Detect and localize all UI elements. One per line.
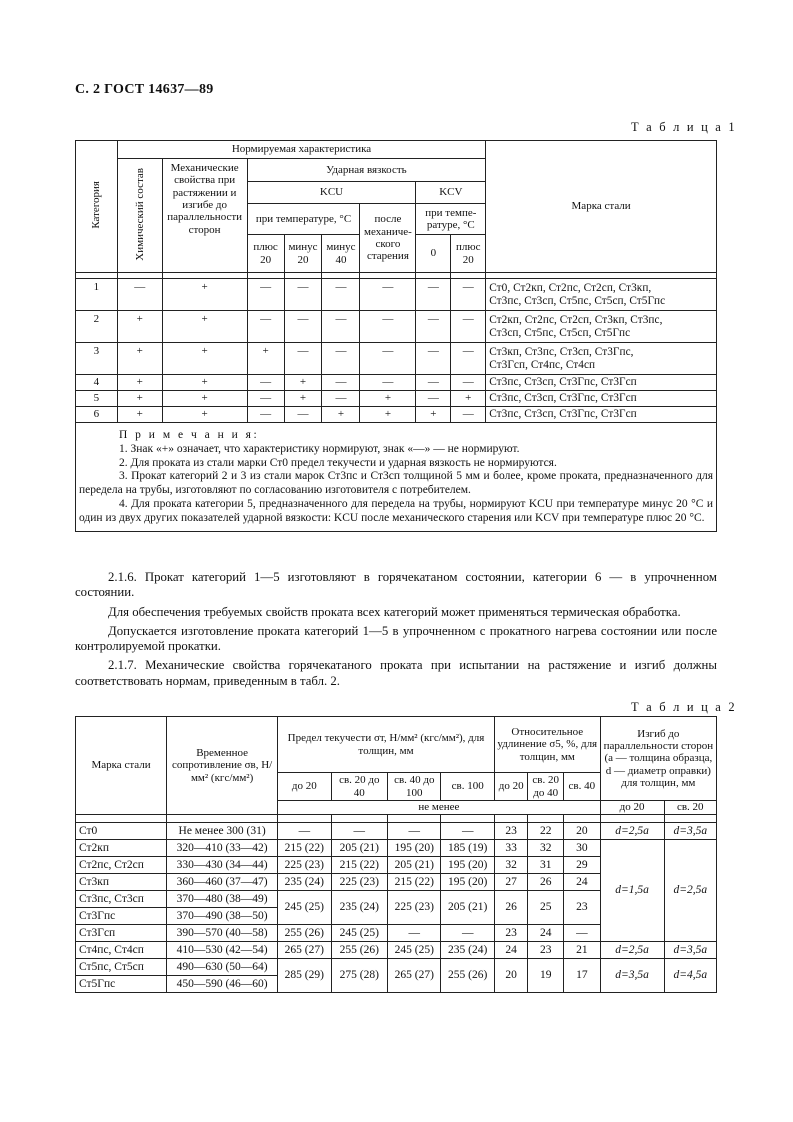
table-cell: + xyxy=(284,391,322,407)
table-cell: d=3,5a xyxy=(600,959,664,993)
table-cell: — xyxy=(247,279,284,311)
table-cell: — xyxy=(117,279,162,311)
table-cell: Ст3пс, Ст3сп, Ст3Гпс, Ст3Гсп xyxy=(486,375,717,391)
table-cell: 24 xyxy=(494,942,528,959)
paragraph-allowed: Допускается изготовление проката категорий 1—5 в упрочненном с прокатного нагрева состоянии или после контролируемой прокатки. xyxy=(75,623,717,654)
table-cell: 24 xyxy=(528,925,564,942)
table-cell: 6 xyxy=(76,407,118,423)
t2-header-yield: Предел текучести σт, Н/мм² (кгс/мм²), для толщин, мм xyxy=(278,717,495,773)
table-cell: — xyxy=(451,343,486,375)
table-cell: Ст4пс, Ст4сп xyxy=(76,942,167,959)
table-cell: до 20 xyxy=(278,773,331,801)
table-cell: — xyxy=(322,391,360,407)
table-row xyxy=(76,391,717,407)
table-cell: — xyxy=(247,407,284,423)
table-cell: 265 (27) xyxy=(388,959,441,993)
table-cell: св. 20 до 40 xyxy=(331,773,388,801)
table-cell: d=2,5a xyxy=(600,942,664,959)
table-cell xyxy=(528,815,564,823)
table-cell: 205 (21) xyxy=(441,891,494,925)
table-cell: 490—630 (50—64) xyxy=(167,959,278,976)
table-cell: 26 xyxy=(528,874,564,891)
table-cell: d=4,5a xyxy=(664,959,716,993)
header-kcu-aging: после механиче-ского старения xyxy=(360,204,416,273)
table-cell: — xyxy=(388,925,441,942)
table-cell: — xyxy=(360,279,416,311)
table-cell: — xyxy=(416,391,451,407)
table-row xyxy=(76,375,717,391)
table-cell: 32 xyxy=(494,857,528,874)
table-cell: 320—410 (33—42) xyxy=(167,840,278,857)
table-cell: 195 (20) xyxy=(441,857,494,874)
header-chem: Химический состав xyxy=(117,159,162,273)
table-cell xyxy=(441,815,494,823)
table-cell: Ст2кп, Ст2пс, Ст2сп, Ст3кп, Ст3пс, Ст3сп, Ст5пс, Ст5сп, Ст5Гпс xyxy=(486,311,717,343)
table-cell: Ст5Гпс xyxy=(76,976,167,993)
table-cell: — xyxy=(564,925,601,942)
header-mech: Механические свойства при растяжении и изгибе до параллельности сторон xyxy=(162,159,247,273)
table-row xyxy=(76,840,717,857)
table-row xyxy=(76,959,717,976)
table-cell: — xyxy=(416,279,451,311)
header-kcv-plus20: плюс 20 xyxy=(451,235,486,273)
table-cell: + xyxy=(322,407,360,423)
t2-header-bend: Изгиб до параллельности сторон (а — толщина образца, d — диаметр оправки) для толщин, мм xyxy=(600,717,716,801)
table-cell: — xyxy=(284,407,322,423)
t2-header-elong: Относительное удлинение σ5, %, для толщин, мм xyxy=(494,717,600,773)
table1 xyxy=(75,140,717,532)
table-cell: Ст3Гсп xyxy=(76,925,167,942)
table-cell: + xyxy=(284,375,322,391)
table-cell: Ст3кп xyxy=(76,874,167,891)
table-cell: 27 xyxy=(494,874,528,891)
table-cell: + xyxy=(360,407,416,423)
table-row xyxy=(76,942,717,959)
note-3: 3. Прокат категорий 2 и 3 из стали марок Ст3пс и Ст3сп толщиной 5 мм и более, кроме проката, предназначенного для передела на трубы, изготовляют по согласованию изготовителя с потребителем. xyxy=(79,470,713,497)
table-cell xyxy=(331,815,388,823)
table-cell: 330—430 (34—44) xyxy=(167,857,278,874)
table2 xyxy=(75,716,717,993)
paragraph-2-1-6: 2.1.6. Прокат категорий 1—5 изготовляют в горячекатаном состоянии, категории 6 — в упрочненном состоянии. xyxy=(75,570,717,600)
table-cell: d=2,5a xyxy=(664,840,716,942)
table-cell: + xyxy=(117,391,162,407)
table-cell: св. 20 до 40 xyxy=(528,773,564,801)
header-kcu: KCU xyxy=(247,182,416,204)
table-cell: до 20 xyxy=(600,801,664,815)
table-cell: Ст3пс, Ст3сп xyxy=(76,891,167,908)
table-cell: — xyxy=(284,279,322,311)
table-cell: св. 20 xyxy=(664,801,716,815)
table-cell: 19 xyxy=(528,959,564,993)
paragraph-2-1-7: 2.1.7. Механические свойства горячекатаного проката при испытании на растяжение и изгиб должны соответствовать нормам, приведенным в табл. 2. xyxy=(75,658,717,688)
table-cell: — xyxy=(322,343,360,375)
header-minus40: минус 40 xyxy=(322,235,360,273)
header-category: Категория xyxy=(76,141,118,273)
table-cell: d=3,5a xyxy=(664,942,716,959)
table-cell: Ст2кп xyxy=(76,840,167,857)
header-kcv: KCV xyxy=(416,182,486,204)
table-cell: 255 (26) xyxy=(441,959,494,993)
table-cell: Ст0 xyxy=(76,823,167,840)
table-cell: — xyxy=(441,823,494,840)
table-cell: 20 xyxy=(564,823,601,840)
table-cell: — xyxy=(416,311,451,343)
table1-caption: Т а б л и ц а 1 xyxy=(631,120,737,134)
table-cell: 225 (23) xyxy=(331,874,388,891)
table-cell: — xyxy=(416,375,451,391)
table-cell: 245 (25) xyxy=(388,942,441,959)
table-cell: 23 xyxy=(528,942,564,959)
table-cell: Ст0, Ст2кп, Ст2пс, Ст2сп, Ст3кп, Ст3пс, Ст3сп, Ст5пс, Ст5сп, Ст5Гпс xyxy=(486,279,717,311)
table1-notes xyxy=(76,423,717,532)
table-cell xyxy=(76,815,167,823)
table-cell xyxy=(388,815,441,823)
table-cell: 20 xyxy=(494,959,528,993)
table-cell: 225 (23) xyxy=(278,857,331,874)
table-cell: Ст5пс, Ст5сп xyxy=(76,959,167,976)
table-cell: 265 (27) xyxy=(278,942,331,959)
table-cell: — xyxy=(360,343,416,375)
table-cell: + xyxy=(162,407,247,423)
note-2: 2. Для проката из стали марки Ст0 предел текучести и ударная вязкость не нормируются. xyxy=(119,456,557,469)
table-cell: 215 (22) xyxy=(388,874,441,891)
table-cell: — xyxy=(416,343,451,375)
table-cell: Ст3Гпс xyxy=(76,908,167,925)
table-cell: Ст3кп, Ст3пс, Ст3сп, Ст3Гпс, Ст3Гсп, Ст4пс, Ст4сп xyxy=(486,343,717,375)
table-cell: — xyxy=(284,343,322,375)
table-cell: 185 (19) xyxy=(441,840,494,857)
table-cell: 23 xyxy=(494,925,528,942)
note-4: 4. Для проката категории 5, предназначенного для передела на трубы, нормируют KCU при температуре минус 20 °С и один из двух других показателей ударной вязкости: KCU после механического старения или KCV при температуре плюс 20 °С. xyxy=(79,497,713,524)
table-cell: + xyxy=(162,279,247,311)
table-cell: + xyxy=(360,391,416,407)
paragraph-heat-treatment: Для обеспечения требуемых свойств проката всех категорий может применяться термическая обработка. xyxy=(108,604,681,619)
table-cell xyxy=(167,815,278,823)
table-row xyxy=(76,311,717,343)
table-cell: — xyxy=(284,311,322,343)
note-1: 1. Знак «+» означает, что характеристику нормируют, знак «—» — не нормируют. xyxy=(119,442,520,455)
table-cell: 24 xyxy=(564,874,601,891)
table-cell: d=1,5a xyxy=(600,840,664,942)
table-cell: d=3,5a xyxy=(664,823,716,840)
table-row xyxy=(76,407,717,423)
table-cell: Не менее 300 (31) xyxy=(167,823,278,840)
table-cell: 31 xyxy=(528,857,564,874)
table-cell: + xyxy=(117,311,162,343)
header-kcu-temp: при температуре, °С xyxy=(247,204,360,235)
table-row xyxy=(76,823,717,840)
table-cell xyxy=(664,815,716,823)
table-cell: 195 (20) xyxy=(441,874,494,891)
table-row xyxy=(76,343,717,375)
t2-header-grade: Марка стали xyxy=(76,717,167,815)
table-cell: + xyxy=(162,375,247,391)
table-cell: 30 xyxy=(564,840,601,857)
table-cell: до 20 xyxy=(494,773,528,801)
table-cell: + xyxy=(117,407,162,423)
table-cell: 33 xyxy=(494,840,528,857)
table-cell xyxy=(564,815,601,823)
table-cell xyxy=(278,815,331,823)
table-cell: — xyxy=(278,823,331,840)
table-cell: св. 40 до 100 xyxy=(388,773,441,801)
table-cell: 26 xyxy=(494,891,528,925)
table-cell: 21 xyxy=(564,942,601,959)
table-cell: — xyxy=(451,311,486,343)
table2-caption: Т а б л и ц а 2 xyxy=(631,700,737,714)
page-header: С. 2 ГОСТ 14637—89 xyxy=(75,82,214,97)
table-cell: 370—480 (38—49) xyxy=(167,891,278,908)
table-cell: — xyxy=(247,375,284,391)
table-cell: 410—530 (42—54) xyxy=(167,942,278,959)
table-cell: — xyxy=(322,375,360,391)
table-cell: 2 xyxy=(76,311,118,343)
table-cell: 275 (28) xyxy=(331,959,388,993)
t2-not-less: не менее xyxy=(278,801,601,815)
table-cell: 450—590 (46—60) xyxy=(167,976,278,993)
header-grade: Марка стали xyxy=(486,141,717,273)
body-text xyxy=(75,570,717,689)
table-cell: 235 (24) xyxy=(278,874,331,891)
table-cell: — xyxy=(451,407,486,423)
table-cell: 215 (22) xyxy=(331,857,388,874)
table-cell: d=2,5a xyxy=(600,823,664,840)
header-zero: 0 xyxy=(416,235,451,273)
table-cell: + xyxy=(451,391,486,407)
table-cell: 245 (25) xyxy=(331,925,388,942)
table-cell: — xyxy=(247,311,284,343)
table-cell: — xyxy=(360,311,416,343)
table-cell xyxy=(600,815,664,823)
header-kcv-temp: при темпе-ратуре, °С xyxy=(416,204,486,235)
table-cell: Ст2пс, Ст2сп xyxy=(76,857,167,874)
header-impact: Ударная вязкость xyxy=(247,159,486,182)
table-cell: Ст3пс, Ст3сп, Ст3Гпс, Ст3Гсп xyxy=(486,407,717,423)
table-cell: 5 xyxy=(76,391,118,407)
table-cell: — xyxy=(451,279,486,311)
table-cell: Ст3пс, Ст3сп, Ст3Гпс, Ст3Гсп xyxy=(486,391,717,407)
table-cell: + xyxy=(117,375,162,391)
table-cell: — xyxy=(441,925,494,942)
table-cell: 4 xyxy=(76,375,118,391)
table-cell: 3 xyxy=(76,343,118,375)
table-cell: + xyxy=(117,343,162,375)
table-cell: 205 (21) xyxy=(388,857,441,874)
table-cell: 370—490 (38—50) xyxy=(167,908,278,925)
table-cell: 23 xyxy=(564,891,601,925)
table-cell: 1 xyxy=(76,279,118,311)
table-cell: — xyxy=(360,375,416,391)
header-normir: Нормируемая характеристика xyxy=(117,141,485,159)
table-cell: св. 40 xyxy=(564,773,601,801)
header-minus20: минус 20 xyxy=(284,235,322,273)
table-cell: 25 xyxy=(528,891,564,925)
table-cell: 215 (22) xyxy=(278,840,331,857)
table-cell: 255 (26) xyxy=(278,925,331,942)
table-cell: — xyxy=(322,311,360,343)
table-cell: 225 (23) xyxy=(388,891,441,925)
table-cell: 17 xyxy=(564,959,601,993)
table-cell: + xyxy=(247,343,284,375)
table-cell: — xyxy=(451,375,486,391)
header-plus20: плюс 20 xyxy=(247,235,284,273)
table-cell: 235 (24) xyxy=(441,942,494,959)
table-cell: + xyxy=(416,407,451,423)
table-cell: 205 (21) xyxy=(331,840,388,857)
table-cell: 235 (24) xyxy=(331,891,388,925)
table-cell: — xyxy=(247,391,284,407)
table-cell: 245 (25) xyxy=(278,891,331,925)
table-cell: + xyxy=(162,311,247,343)
table-cell: 23 xyxy=(494,823,528,840)
table-cell: 29 xyxy=(564,857,601,874)
table-cell: + xyxy=(162,343,247,375)
table-cell: 390—570 (40—58) xyxy=(167,925,278,942)
t2-header-tensile: Временное сопротивление σв, Н/мм² (кгс/мм²) xyxy=(167,717,278,815)
table-cell: 255 (26) xyxy=(331,942,388,959)
table-cell: — xyxy=(331,823,388,840)
table-cell: 22 xyxy=(528,823,564,840)
notes-title: П р и м е ч а н и я: xyxy=(119,429,260,441)
table-cell: св. 100 xyxy=(441,773,494,801)
table-cell: — xyxy=(388,823,441,840)
table-cell: 285 (29) xyxy=(278,959,331,993)
table-cell: 360—460 (37—47) xyxy=(167,874,278,891)
table-cell xyxy=(494,815,528,823)
table-cell: 195 (20) xyxy=(388,840,441,857)
table-cell: + xyxy=(162,391,247,407)
table-cell: 32 xyxy=(528,840,564,857)
table-row xyxy=(76,279,717,311)
table-cell: — xyxy=(322,279,360,311)
